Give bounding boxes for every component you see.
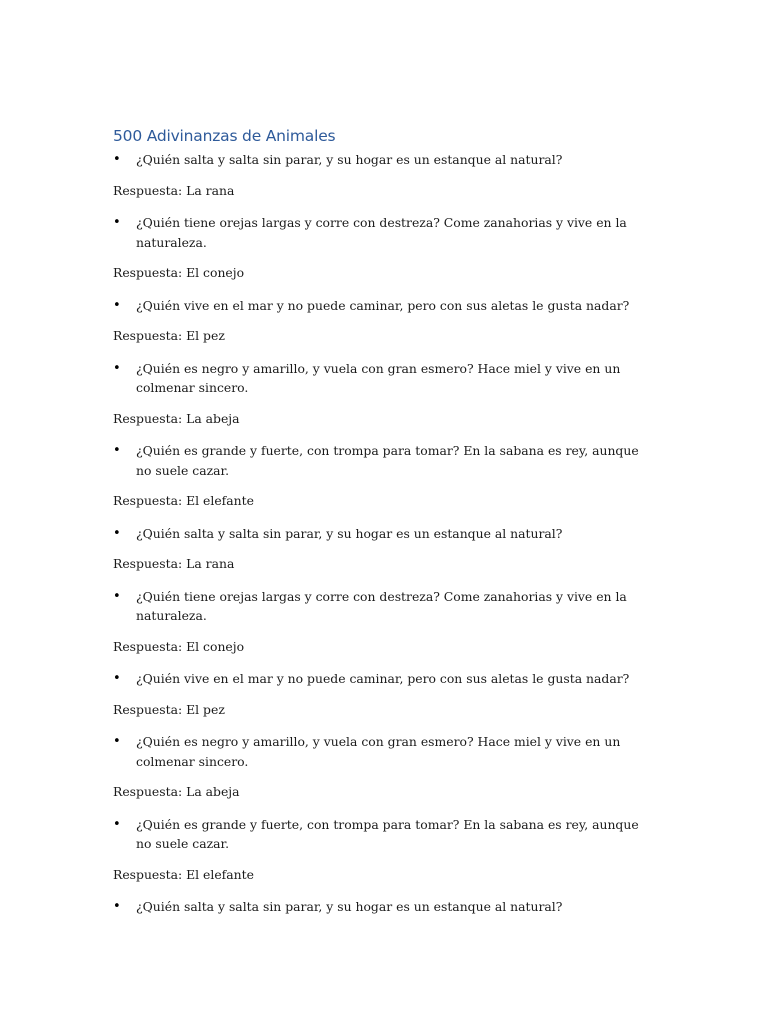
riddle-question [113, 732, 658, 771]
document-title: 500 Adivinanzas de Animales [113, 127, 336, 145]
riddle-question [113, 441, 658, 480]
riddle-answer: Respuesta: La rana [113, 556, 235, 571]
riddle-entry [113, 732, 658, 802]
riddle-question-text: ¿Quién salta y salta sin parar, y su hogar es un estanque al natural? [136, 525, 563, 541]
riddle-entry [113, 296, 658, 346]
riddle-answer: Respuesta: El pez [113, 701, 225, 717]
bullet-icon: • [113, 360, 121, 376]
riddle-question [113, 897, 658, 917]
riddle-question [113, 150, 658, 170]
riddle-entry [113, 587, 658, 657]
riddle-entry [113, 213, 658, 283]
riddle-question [113, 815, 658, 854]
riddle-question [113, 296, 658, 316]
riddle-entry [113, 669, 658, 719]
riddle-entry [113, 359, 658, 429]
riddle-entry [113, 897, 658, 917]
riddle-question-text: ¿Quién es grande y fuerte, con trompa para tomar? En la sabana es rey, aunque no suele cazar. [136, 816, 639, 851]
riddle-question-text: ¿Quién es negro y amarillo, y vuela con gran esmero? Hace miel y vive en un colmenar sincero. [136, 734, 621, 769]
bullet-icon: • [113, 816, 121, 832]
riddle-question [113, 213, 658, 252]
riddle-question-text: ¿Quién salta y salta sin parar, y su hogar es un estanque al natural? [136, 152, 563, 167]
riddle-question [113, 587, 658, 626]
riddle-question [113, 524, 658, 544]
riddle-question-text: ¿Quién salta y salta sin parar, y su hogar es un estanque al natural? [136, 899, 563, 914]
riddle-answer: Respuesta: La abeja [113, 784, 240, 799]
riddle-question-text: ¿Quién tiene orejas largas y corre con destreza? Come zanahorias y vive en la naturaleza. [136, 215, 627, 250]
riddle-answer: Respuesta: El elefante [113, 866, 254, 882]
riddle-answer: Respuesta: El pez [113, 328, 225, 343]
bullet-icon: • [113, 899, 121, 914]
bullet-icon: • [113, 443, 121, 458]
bullet-icon: • [113, 671, 121, 686]
bullet-icon: • [113, 588, 121, 604]
riddle-entry [113, 150, 658, 200]
riddle-answer: Respuesta: El elefante [113, 493, 254, 508]
riddle-question-text: ¿Quién vive en el mar y no puede caminar, pero con sus aletas le gusta nadar? [136, 671, 630, 686]
document-body [113, 126, 658, 928]
riddle-answer: Respuesta: El conejo [113, 638, 245, 654]
riddle-answer: Respuesta: El conejo [113, 265, 245, 280]
riddle-question-text: ¿Quién vive en el mar y no puede caminar, pero con sus aletas le gusta nadar? [136, 297, 630, 313]
bullet-icon: • [113, 297, 121, 313]
riddle-question [113, 669, 658, 689]
riddle-entry [113, 815, 658, 885]
riddle-entry [113, 524, 658, 574]
bullet-icon: • [113, 152, 121, 167]
riddle-answer: Respuesta: La rana [113, 182, 235, 198]
riddle-question-text: ¿Quién tiene orejas largas y corre con destreza? Come zanahorias y vive en la naturaleza. [136, 588, 627, 623]
riddle-question [113, 359, 658, 398]
riddle-question-text: ¿Quién es negro y amarillo, y vuela con gran esmero? Hace miel y vive en un colmenar sincero. [136, 360, 621, 395]
riddle-entry [113, 441, 658, 511]
bullet-icon: • [113, 734, 121, 749]
bullet-icon: • [113, 525, 121, 541]
bullet-icon: • [113, 215, 121, 230]
riddle-question-text: ¿Quién es grande y fuerte, con trompa para tomar? En la sabana es rey, aunque no suele cazar. [136, 443, 639, 478]
riddle-answer: Respuesta: La abeja [113, 410, 240, 426]
